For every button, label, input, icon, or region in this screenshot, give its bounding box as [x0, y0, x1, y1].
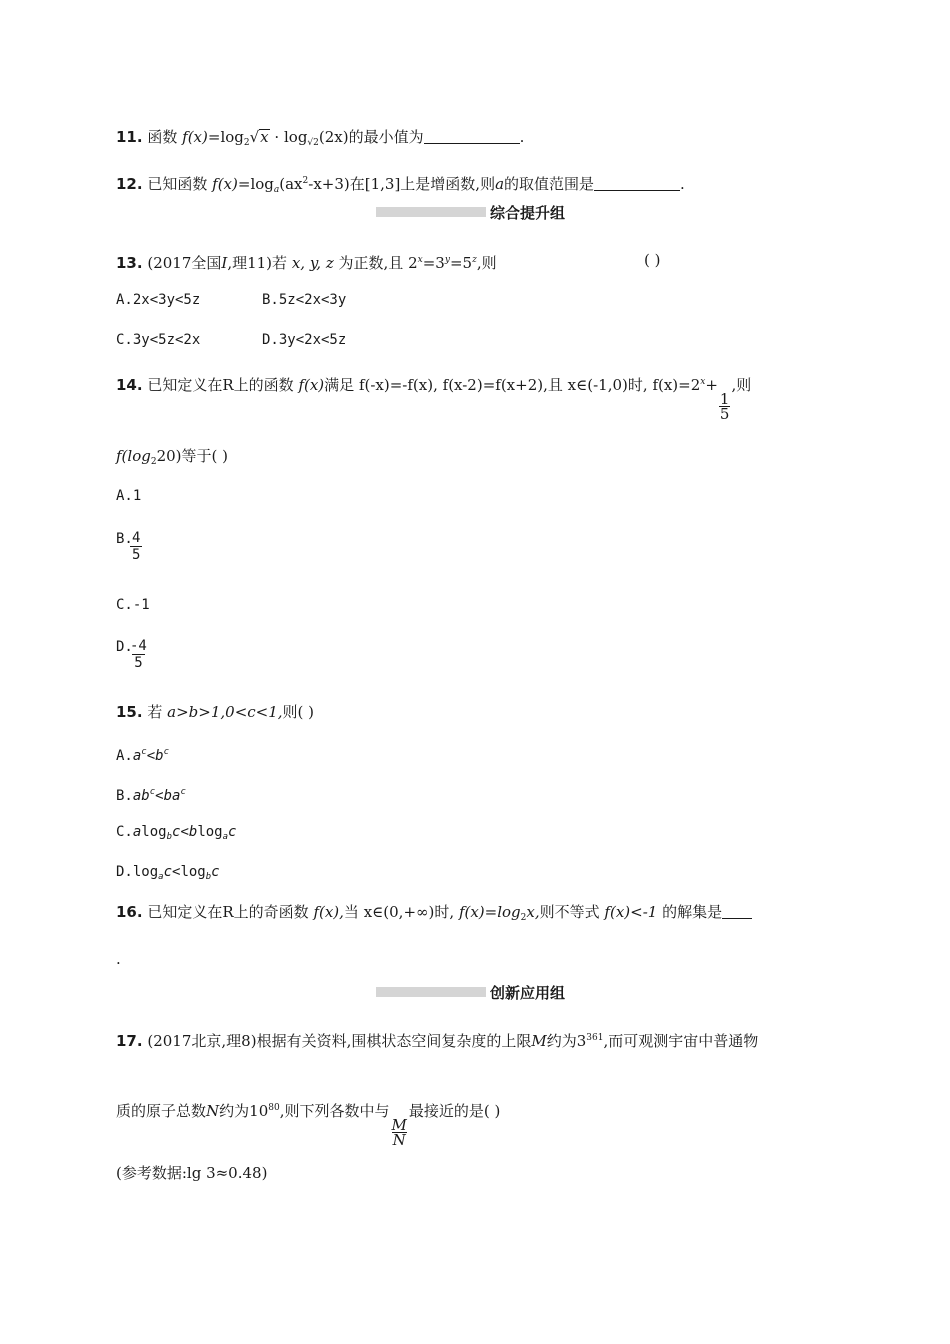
option-a[interactable] — [116, 291, 200, 309]
math-superscript: c — [180, 787, 186, 797]
question-text: 约为 — [219, 1102, 250, 1120]
section-title: 创新应用组 — [490, 984, 566, 1002]
question-number: 15. — [116, 703, 143, 721]
math: (2x) — [318, 128, 349, 146]
math: b — [155, 748, 164, 764]
math-superscript: 80 — [268, 1103, 280, 1113]
option-a[interactable] — [116, 743, 169, 765]
math: ab — [132, 788, 150, 804]
question-text: 已知函数 — [147, 175, 208, 193]
answer-parentheses[interactable]: ( ) — [644, 251, 661, 269]
punctuation: . — [519, 128, 525, 146]
answer-blank[interactable] — [722, 904, 752, 919]
math: c — [163, 864, 173, 880]
question-11: 11. 函数 $f(x)=\log_2√x \cdot \log_{√2}(2x)$的最小值为 . — [116, 128, 525, 148]
math: < — [180, 824, 189, 840]
math-superscript: c — [163, 747, 170, 757]
option-label: B. — [116, 788, 133, 804]
question-text: ,理11)若 — [227, 254, 288, 272]
fraction-denominator: 5 — [132, 547, 141, 563]
option-text: 3y<2x<5z — [278, 332, 347, 348]
option-label: B. — [262, 292, 279, 308]
math: f(-x)=-f(x), — [358, 376, 438, 394]
math: f(log — [116, 447, 151, 465]
answer-blank[interactable] — [424, 129, 520, 144]
math-subscript: b — [166, 832, 173, 842]
math-superscript: x — [417, 255, 423, 265]
math-superscript: 2 — [302, 176, 309, 186]
section-bar — [376, 207, 486, 217]
question-15 — [116, 703, 314, 721]
math: f(x), — [313, 903, 344, 921]
math: c — [211, 864, 220, 880]
option-label: C. — [116, 824, 133, 840]
math: f(x) — [298, 376, 325, 394]
math: log — [132, 864, 159, 880]
reference-data: (参考数据:lg 3≈0.48) — [116, 1164, 268, 1182]
question-text[interactable]: 则( ) — [282, 703, 315, 721]
question-text: 时, — [434, 903, 455, 921]
option-text: 2x<3y<5z — [132, 292, 201, 308]
math-superscript: c — [149, 787, 156, 797]
math-subscript: √2 — [307, 138, 319, 148]
math: 10 — [249, 1102, 269, 1120]
math-subscript: 2 — [150, 457, 157, 467]
math: c — [228, 824, 237, 840]
fraction-denominator: 5 — [719, 405, 730, 423]
question-14 — [116, 373, 751, 421]
question-text: ,则下列各数中与 — [279, 1102, 390, 1120]
question-text: 约为 — [546, 1032, 577, 1050]
math: -x+3) — [308, 175, 350, 193]
question-text: 的解集是 — [662, 903, 723, 921]
math: a>b>1,0<c<1, — [167, 703, 283, 721]
math: a — [132, 748, 142, 764]
math-superscript: y — [444, 255, 450, 265]
question-12 — [116, 172, 685, 199]
math: (ax — [279, 175, 303, 193]
punctuation: . — [116, 950, 121, 968]
math: =5 — [449, 254, 473, 272]
math-subscript: a — [222, 832, 229, 842]
math-superscript: z — [472, 255, 477, 265]
math: f(x)=2 — [652, 376, 701, 394]
math: log — [197, 824, 223, 840]
question-17 — [116, 1029, 758, 1050]
option-text: 5z<2x<3y — [278, 292, 347, 308]
option-b[interactable] — [262, 291, 346, 309]
question-number: 12. — [116, 175, 143, 193]
question-text: 已知定义在R上的奇函数 — [147, 903, 309, 921]
question-text: ,则 — [476, 254, 497, 272]
fraction-denominator: 5 — [134, 655, 143, 671]
question-text: 当 — [343, 903, 359, 921]
question-text: 若 — [147, 703, 163, 721]
math: log — [141, 824, 167, 840]
option-d[interactable] — [262, 331, 346, 349]
math: f(x)<-1 — [604, 903, 658, 921]
math-subscript: 2 — [520, 913, 527, 923]
option-label: D. — [116, 639, 133, 655]
math: x, y, z — [291, 254, 334, 272]
answer-blank[interactable] — [594, 176, 680, 191]
math: < — [146, 748, 156, 764]
option-label: B. — [116, 531, 133, 547]
option-a[interactable] — [116, 487, 141, 505]
question-text[interactable]: 最接近的是( ) — [408, 1102, 501, 1120]
math: · — [274, 128, 280, 146]
math: f(x) — [182, 128, 208, 146]
math: ba — [163, 788, 181, 804]
math: x∈(0,+∞) — [363, 903, 435, 921]
fraction-numerator: -4 — [130, 638, 147, 654]
question-number: 13. — [116, 254, 143, 272]
math: x, — [526, 903, 540, 921]
question-text: 则不等式 — [539, 903, 600, 921]
math: + — [705, 376, 718, 394]
math: log — [180, 864, 206, 880]
question-source: Ⅰ — [221, 254, 228, 272]
question-text: ,而可观测宇宙中普通物 — [603, 1032, 759, 1050]
punctuation: . — [680, 175, 685, 193]
math-subscript: a — [158, 872, 164, 882]
question-source: (2017北京,理8) — [147, 1032, 257, 1050]
option-label: D. — [116, 864, 133, 880]
option-b[interactable] — [116, 783, 186, 805]
question-text: 且 — [547, 376, 563, 394]
math-subscript: 2 — [243, 138, 250, 148]
math: a — [495, 175, 505, 193]
question-number: 11. — [116, 128, 143, 146]
math: 2 — [408, 254, 418, 272]
fraction-numerator: 4 — [132, 530, 141, 546]
option-c[interactable] — [116, 331, 200, 349]
option-text: 3y<5z<2x — [132, 332, 201, 348]
math: =log — [207, 128, 244, 146]
math: f(x)=log — [458, 903, 521, 921]
math-superscript: 361 — [586, 1033, 604, 1043]
option-b-fraction — [130, 530, 142, 563]
math: =3 — [422, 254, 445, 272]
math-superscript: x — [700, 377, 706, 387]
section-bar — [376, 987, 486, 997]
question-13 — [116, 251, 497, 272]
math-superscript: c — [141, 747, 147, 757]
math: < — [172, 864, 181, 880]
fraction-numerator: 1 — [719, 390, 730, 408]
math: f(x-2)=f(x+2), — [442, 376, 548, 394]
question-text: 为正数,且 — [338, 254, 404, 272]
math: < — [155, 788, 164, 804]
question-14-line2 — [116, 447, 228, 471]
question-text: 函数 — [147, 128, 178, 146]
question-text: 的取值范围是 — [504, 175, 595, 193]
option-c[interactable] — [116, 596, 150, 614]
question-number: 16. — [116, 903, 143, 921]
math: 3 — [576, 1032, 587, 1050]
question-text: 在[1,3]上是增函数,则 — [349, 175, 496, 193]
math: N — [206, 1102, 220, 1120]
math: f(x) — [212, 175, 238, 193]
math: a — [132, 824, 142, 840]
option-text: 1 — [132, 488, 142, 504]
question-text: 满足 — [324, 376, 355, 394]
option-label: C. — [116, 597, 133, 613]
math-subscript: b — [205, 872, 212, 882]
question-text: ,则 — [731, 376, 752, 394]
math: log — [283, 128, 308, 146]
option-d-fraction — [130, 638, 147, 671]
sqrt-radicand: x — [260, 128, 269, 146]
question-source: (2017全国 — [147, 254, 222, 272]
math-subscript: a — [273, 185, 280, 195]
question-17-line2 — [116, 1099, 500, 1147]
question-text: 已知定义在R上的函数 — [147, 376, 294, 394]
option-label: D. — [262, 332, 279, 348]
math: x∈(-1,0) — [567, 376, 628, 394]
question-text: 时, — [627, 376, 648, 394]
math: M — [531, 1032, 547, 1050]
math: =log — [237, 175, 274, 193]
option-d[interactable] — [116, 863, 220, 886]
option-label: C. — [116, 332, 133, 348]
question-number: 14. — [116, 376, 143, 394]
fraction-denominator: N — [392, 1131, 406, 1149]
math: c — [172, 824, 181, 840]
math: b — [188, 824, 198, 840]
option-c[interactable] — [116, 823, 236, 846]
question-text: 的最小值为 — [348, 128, 424, 146]
question-text: 根据有关资料,围棋状态空间复杂度的上限 — [256, 1032, 532, 1050]
option-label: A. — [116, 488, 133, 504]
option-label: A. — [116, 292, 133, 308]
option-label: A. — [116, 748, 133, 764]
question-number: 17. — [116, 1032, 143, 1050]
fraction-numerator: M — [391, 1116, 407, 1134]
question-text[interactable]: 20)等于( ) — [156, 447, 228, 465]
section-title: 综合提升组 — [490, 204, 566, 222]
question-16 — [116, 903, 752, 927]
option-text: -1 — [132, 597, 150, 613]
question-text: 质的原子总数 — [116, 1102, 207, 1120]
